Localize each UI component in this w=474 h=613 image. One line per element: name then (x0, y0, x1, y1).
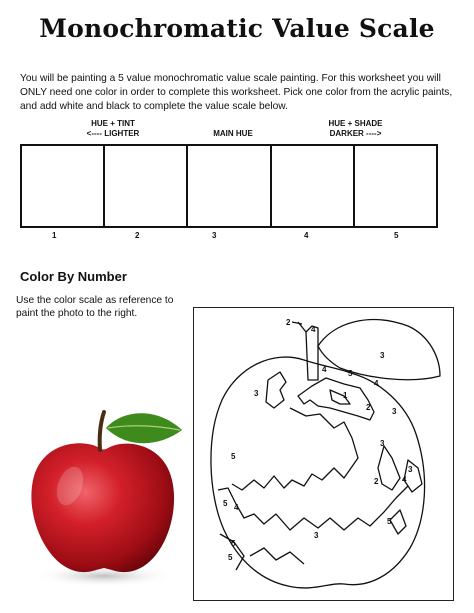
diagram-label: 5 (348, 369, 353, 378)
main-hue-header: MAIN HUE (213, 129, 253, 138)
darker-header-line1: HUE + SHADE (328, 119, 383, 128)
leaf-outline (318, 320, 440, 380)
diagram-label: 5 (231, 452, 236, 461)
value-scale (20, 144, 438, 228)
diagram-label: 2 (286, 318, 291, 327)
diagram-label: 4 (374, 379, 379, 388)
diagram-label: 3 (408, 465, 413, 474)
lighter-header (78, 119, 148, 139)
value-number-4: 4 (304, 231, 309, 240)
diagram-label: 3 (380, 351, 385, 360)
value-box-1 (22, 146, 105, 226)
value-number-1: 1 (52, 231, 57, 240)
value-box-3 (188, 146, 271, 226)
color-by-number-diagram (193, 307, 454, 601)
stem-outline (306, 326, 318, 380)
value-number-3: 3 (212, 231, 217, 240)
diagram-label: 3 (392, 407, 397, 416)
diagram-label: 3 (314, 531, 319, 540)
diagram-label: 4 (234, 503, 239, 512)
diagram-label: 2 (374, 477, 379, 486)
lighter-header-line1: HUE + TINT (91, 119, 135, 128)
value-number-5: 5 (394, 231, 399, 240)
intro-paragraph: You will be painting a 5 value monochromatic value scale painting. For this worksheet you will ONLY need one color in order to complete this worksheet. Pick one color from the acrylic paints, and add white and black to complete the value scale below. (20, 73, 453, 112)
diagram-label: 3 (254, 389, 259, 398)
diagram-label: 5 (231, 539, 236, 548)
darker-header (318, 119, 393, 139)
diagram-label: 5 (228, 553, 233, 562)
value-box-2 (105, 146, 188, 226)
value-number-2: 2 (135, 231, 140, 240)
apple-photo (22, 404, 187, 589)
darker-header-line2: DARKER ----> (329, 129, 382, 138)
page-title: Monochromatic Value Scale (39, 14, 435, 43)
diagram-label: 2 (366, 403, 371, 412)
diagram-label: 1 (343, 391, 348, 400)
diagram-label: 4 (322, 365, 327, 374)
diagram-label: 3 (380, 439, 385, 448)
diagram-label: 5 (387, 517, 392, 526)
color-by-number-heading: Color By Number (20, 269, 127, 284)
diagram-label: 4 (402, 475, 407, 484)
color-by-number-instruction: Use the color scale as reference to paint the photo to the right. (16, 295, 174, 319)
diagram-label: 5 (223, 499, 228, 508)
diagram-label: 4 (311, 325, 316, 334)
value-box-5 (355, 146, 436, 226)
lighter-header-line2: <---- LIGHTER (86, 129, 140, 138)
value-box-4 (272, 146, 355, 226)
apple-outline (211, 357, 425, 588)
